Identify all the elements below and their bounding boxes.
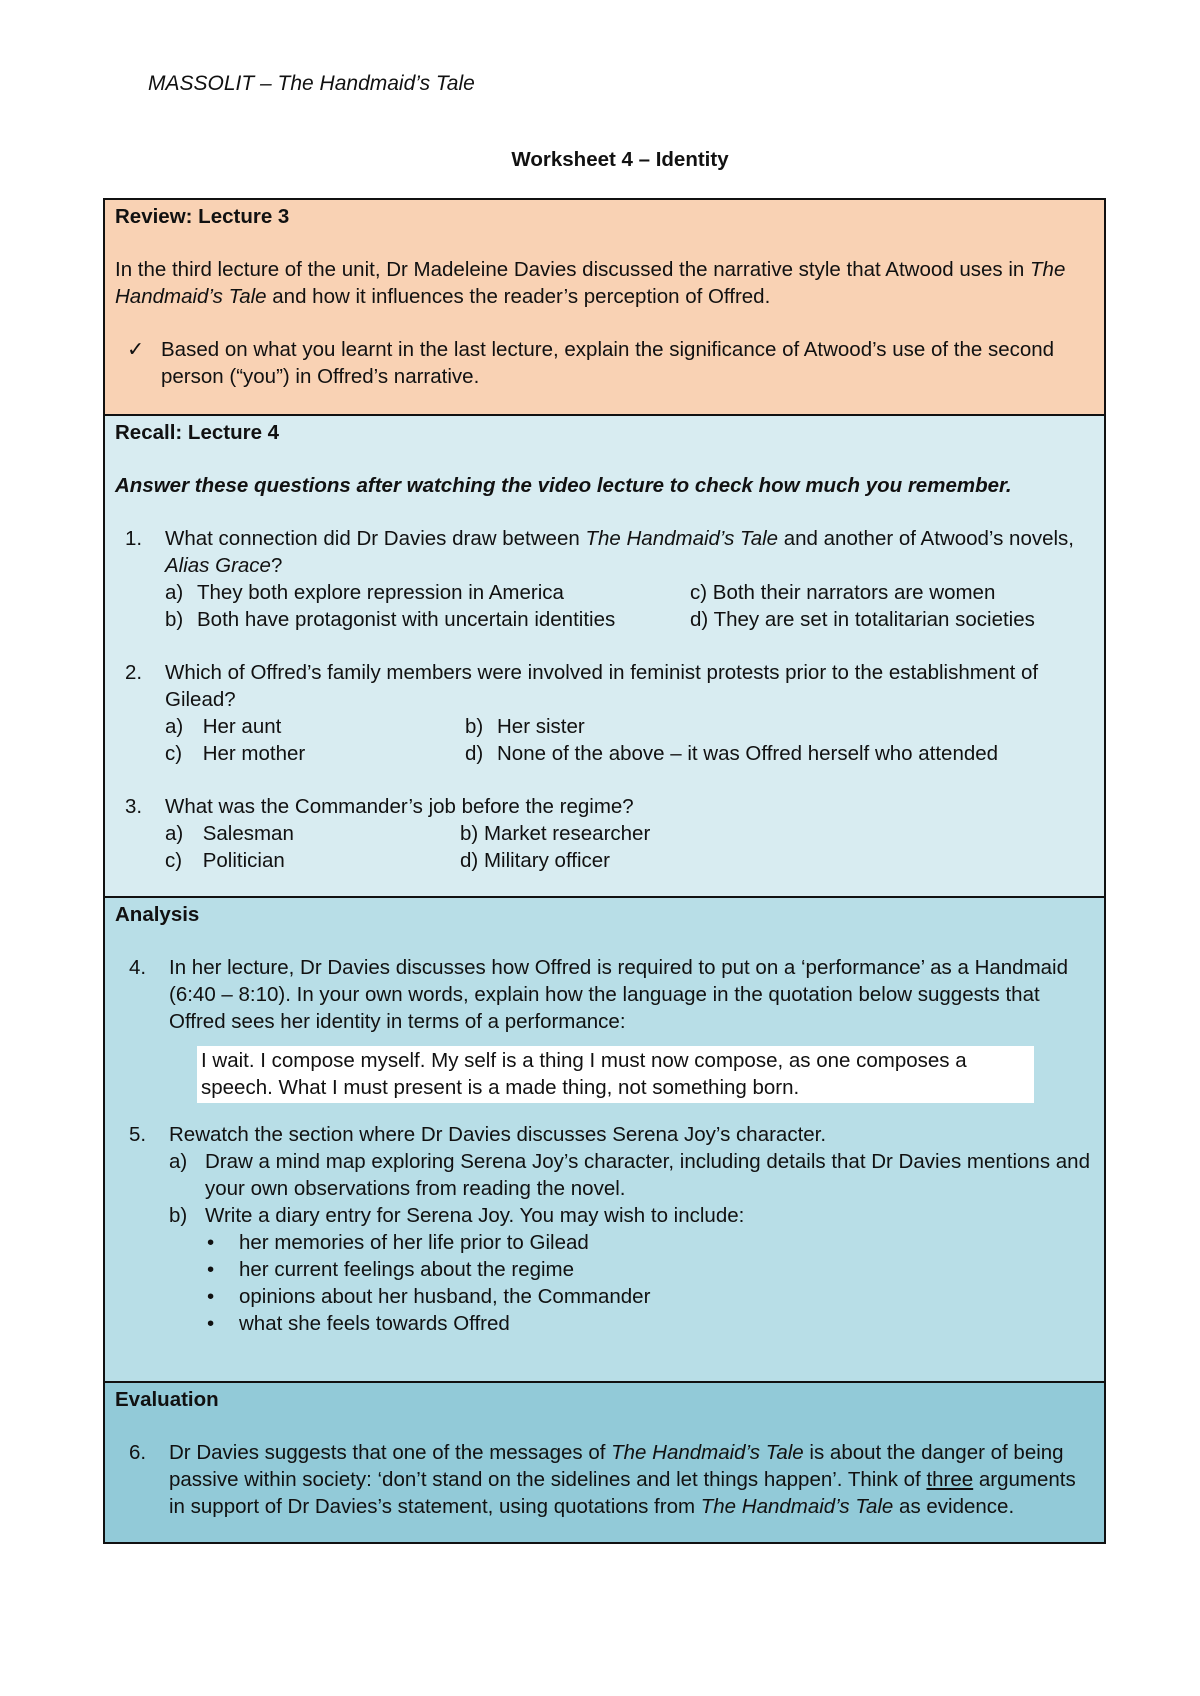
option: d) They are set in totalitarian societies <box>690 608 1035 631</box>
review-task <box>115 336 1094 390</box>
question-2-text: Which of Offred’s family members were involved in feminist protests prior to the establishment of Gilead? <box>165 661 1039 711</box>
option: a) Salesman <box>165 822 294 845</box>
option: d) None of the above – it was Offred herself who attended <box>465 742 999 765</box>
list-item: • her current feelings about the regime <box>239 1256 1094 1283</box>
option: d) Military officer <box>460 849 611 872</box>
question-5b: b) Write a diary entry for Serena Joy. You may wish to include: <box>169 1204 745 1227</box>
option: a) They both explore repression in America <box>165 581 564 604</box>
question-3-text: What was the Commander’s job before the regime? <box>165 795 634 818</box>
analysis-section <box>105 896 1104 1381</box>
question-4: 4. In her lecture, Dr Davies discusses how Offred is required to put on a ‘performance’ as a Handmaid (6:40 – 8:10). In your own words, explain how the language in the quotation below suggests that Offred sees her identity in terms of a performance: I wait. I compose myself. My self is a thing I must now compose, as one composes a speech. What I must present is a made thing, not something born. <box>115 954 1094 1109</box>
quotation-box: I wait. I compose myself. My self is a thing I must now compose, as one composes a speech. What I must present is a made thing, not something born. <box>197 1046 1034 1103</box>
option: c) Her mother <box>165 742 306 765</box>
question-5-text: Rewatch the section where Dr Davies discusses Serena Joy’s character. <box>169 1123 827 1146</box>
analysis-heading: Analysis <box>115 903 200 926</box>
question-1: 1. What connection did Dr Davies draw between The Handmaid’s Tale and another of Atwood’s novels, Alias Grace? a) They both explore repression in America c) Both their narrators are women b) Both have protagonist with uncertain identities d) They are set in totalitarian societies <box>115 525 1094 633</box>
option: c) Politician <box>165 849 285 872</box>
recall-instruction: Answer these questions after watching the video lecture to check how much you remember. <box>115 474 1012 497</box>
review-section <box>105 200 1104 414</box>
recall-section <box>105 414 1104 896</box>
question-1-options <box>165 579 1094 633</box>
option: a) Her aunt <box>165 715 282 738</box>
evaluation-heading: Evaluation <box>115 1388 219 1411</box>
question-3: 3. What was the Commander’s job before the regime? a) Salesman b) Market researcher c) Politician d) Military officer <box>115 793 1094 874</box>
option: b) Market researcher <box>460 822 651 845</box>
worksheet-table <box>103 198 1106 1544</box>
diary-prompts-list <box>169 1229 1094 1337</box>
option: c) Both their narrators are women <box>690 581 996 604</box>
question-6: 6. Dr Davies suggests that one of the messages of The Handmaid’s Tale is about the danger of being passive within society: ‘don’t stand on the sidelines and let things happen’. Think of three arguments in support of Dr Davies’s statement, using quotations from The Handmaid’s Tale as evidence. <box>115 1439 1094 1520</box>
question-2: 2. Which of Offred’s family members were involved in feminist protests prior to the establishment of Gilead? a) Her aunt b) Her sister c) Her mother d) None of the above – it was Offred herself who attended <box>115 659 1094 767</box>
document-header: MASSOLIT – The Handmaid’s Tale <box>148 72 475 95</box>
question-5: 5. Rewatch the section where Dr Davies discusses Serena Joy’s character. a) Draw a mind map exploring Serena Joy’s character, including details that Dr Davies mentions and your own observations from reading the novel. b) Write a diary entry for Serena Joy. You may wish to include: • her memories of her life prior to Gilead • her current feelings about the regime • opinions about her husband, the Commander • what she feels towards Offred <box>115 1121 1094 1337</box>
question-2-options <box>165 713 1094 767</box>
option: b) Her sister <box>465 715 585 738</box>
review-heading: Review: Lecture 3 <box>115 205 290 228</box>
option: b) Both have protagonist with uncertain identities <box>165 608 616 631</box>
list-item: • what she feels towards Offred <box>239 1310 1094 1337</box>
review-intro: In the third lecture of the unit, Dr Madeleine Davies discussed the narrative style that Atwood uses in The Handmaid’s Tale and how it influences the reader’s perception of Offred. <box>115 258 1066 308</box>
question-5a: a) Draw a mind map exploring Serena Joy’s character, including details that Dr Davies mentions and your own observations from reading the novel. <box>169 1150 1090 1200</box>
question-6-text: Dr Davies suggests that one of the messages of The Handmaid’s Tale is about the danger of being passive within society: ‘don’t stand on the sidelines and let things happen’. Think of three arguments in support of Dr Davies’s statement, using quotations from The Handmaid’s Tale as evidence. <box>169 1441 1076 1518</box>
question-3-options <box>165 820 1094 874</box>
worksheet-title: Worksheet 4 – Identity <box>511 148 729 171</box>
checkmark-icon: ✓ <box>127 338 145 361</box>
recall-heading: Recall: Lecture 4 <box>115 421 280 444</box>
list-item: • opinions about her husband, the Commander <box>239 1283 1094 1310</box>
question-1-text: What connection did Dr Davies draw between The Handmaid’s Tale and another of Atwood’s novels, Alias Grace? <box>165 527 1075 577</box>
review-task-text: Based on what you learnt in the last lecture, explain the significance of Atwood’s use of the second person (“you”) in Offred’s narrative. <box>161 338 1055 388</box>
evaluation-section <box>105 1381 1104 1542</box>
list-item: • her memories of her life prior to Gilead <box>239 1229 1094 1256</box>
question-4-text: In her lecture, Dr Davies discusses how Offred is required to put on a ‘performance’ as a Handmaid (6:40 – 8:10). In your own words, explain how the language in the quotation below suggests that Offred sees her identity in terms of a performance: <box>169 956 1069 1033</box>
